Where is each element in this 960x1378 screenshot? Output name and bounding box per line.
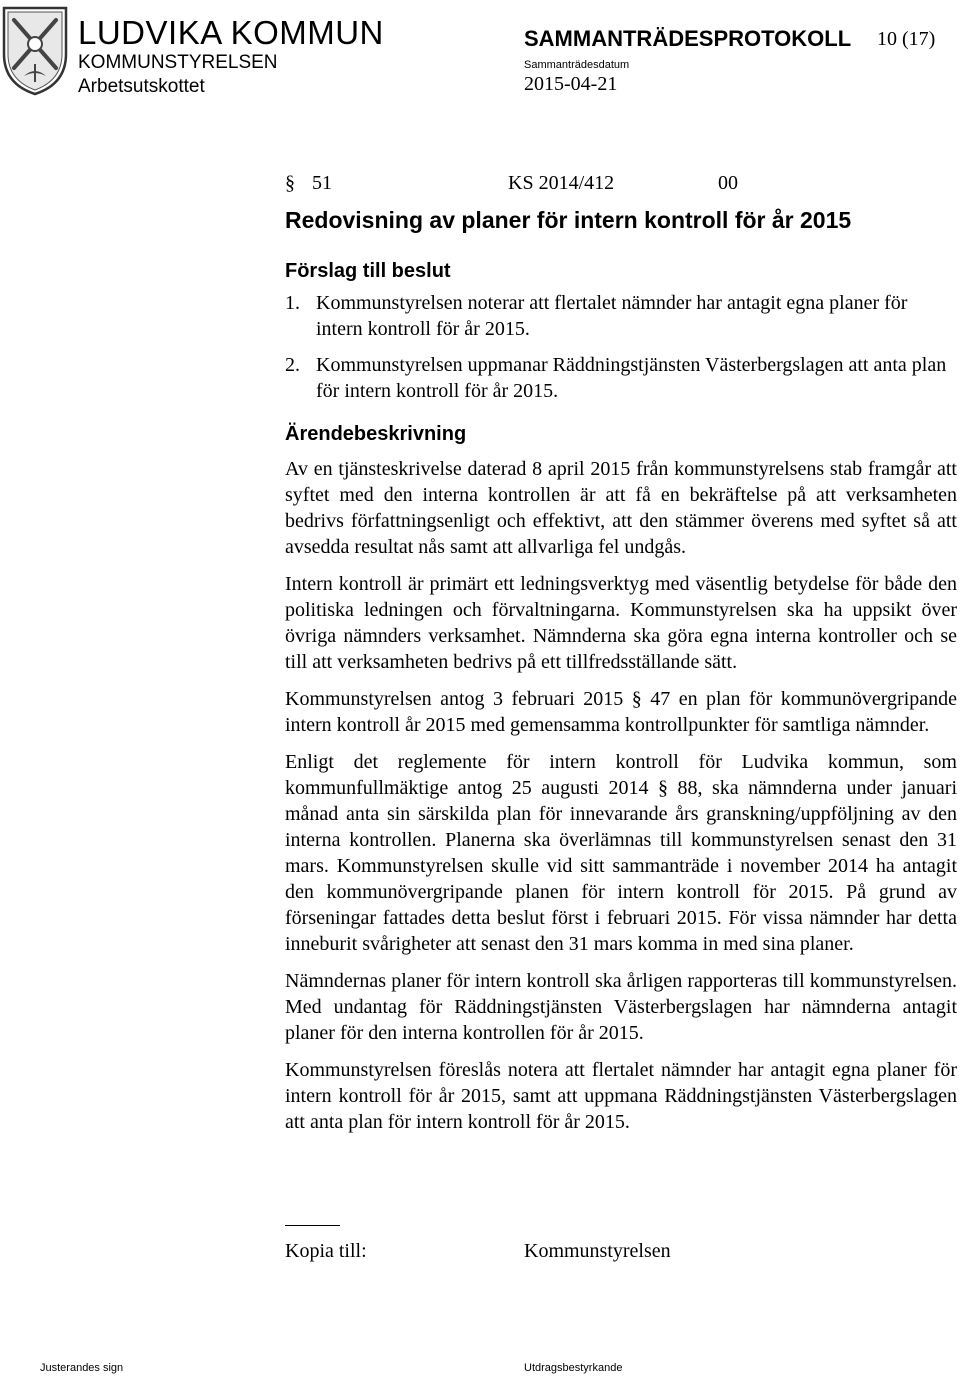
case-number: KS 2014/412 <box>508 172 615 194</box>
proposal-heading: Förslag till beslut <box>285 260 451 282</box>
description-paragraph: Kommunstyrelsen föreslås notera att flertalet nämnder har antagit egna planer för intern kontroll för år 2015, samt att uppmana Räddningstjänsten Västerbergslagen att anta plan för intern kontroll för år 2015. <box>285 1059 957 1133</box>
proposal-item-number: 2. <box>285 354 300 376</box>
paragraph-number: 51 <box>312 172 332 194</box>
copy-to-label: Kopia till: <box>285 1240 367 1262</box>
copy-to-recipient: Kommunstyrelsen <box>524 1240 671 1262</box>
item-heading: Redovisning av planer för intern kontroll för år 2015 <box>285 207 852 233</box>
description-paragraph: Nämndernas planer för intern kontroll ska årligen rapporteras till kommunstyrelsen. Med undantag för Räddningstjänsten Västerbergslagen har nämnderna antagit planer för den interna kontrollen för år 2015. <box>285 970 957 1044</box>
footer-certification-label: Utdragsbestyrkande <box>524 1362 623 1374</box>
footer-signature-label: Justerandes sign <box>40 1362 124 1374</box>
document-title: SAMMANTRÄDESPROTOKOLL <box>524 26 852 51</box>
case-suffix: 00 <box>718 172 738 194</box>
proposal-list <box>285 290 955 414</box>
proposal-item <box>285 352 955 404</box>
proposal-item-text: Kommunstyrelsen uppmanar Räddningstjänsten Västerbergslagen att anta plan för intern kontroll för år 2015. <box>316 354 947 402</box>
description-paragraph: Kommunstyrelsen antog 3 februari 2015 § 47 en plan för kommunövergripande intern kontroll år 2015 med gemensamma kontrollpunkter för samtliga nämnder. <box>285 688 957 736</box>
committee-name: Arbetsutskottet <box>78 76 205 97</box>
proposal-item <box>285 290 955 342</box>
description-paragraph: Enligt det reglemente för intern kontroll för Ludvika kommun, som kommunfullmäktige antog 25 augusti 2014 § 88, ska nämnderna under januari månad anta sin särskilda plan för innevarande års granskning/uppföljning av den interna kontrollen. Planerna ska överlämnas till kommunstyrelsen senast den 31 mars. Kommunstyrelsen skulle vid sitt sammanträde i november 2014 ha antagit den kommunövergripande planen för intern kontroll för 2015. På grund av förseningar fattades detta beslut först i februari 2015. För vissa nämnder har detta inneburit svårigheter att senast den 31 mars komma in med sina planer. <box>285 751 957 955</box>
meeting-date-label: Sammanträdesdatum <box>524 59 630 71</box>
paragraph-mark: § <box>285 172 295 194</box>
description-paragraph: Intern kontroll är primärt ett ledningsverktyg med väsentlig betydelse för både den politiska ledningen och förvaltningarna. Kommunstyrelsen ska ha uppsikt över övriga nämnders verksamhet. Nämnderna ska göra egna interna kontroller och se till att verksamheten bedrivs på ett tillfredsställande sätt. <box>285 573 957 673</box>
description-body <box>285 456 957 1146</box>
page-number: 10 (17) <box>877 28 936 50</box>
description-heading: Ärendebeskrivning <box>285 423 467 445</box>
organization-unit: KOMMUNSTYRELSEN <box>78 52 278 73</box>
proposal-item-text: Kommunstyrelsen noterar att flertalet nämnder har antagit egna planer för intern kontroll för år 2015. <box>316 292 908 340</box>
organization-name: LUDVIKA KOMMUN <box>78 14 384 51</box>
municipal-coat-of-arms-logo <box>0 4 70 96</box>
description-paragraph: Av en tjänsteskrivelse daterad 8 april 2015 från kommunstyrelsens stab framgår att syftet med den interna kontrollen är att få en bekräftelse på att verksamheten bedrivs författningsenligt och effektivt, att den stämmer överens med syftet så att avsedda resultat nås samt att allvarliga fel undgås. <box>285 458 957 558</box>
case-reference-line <box>285 172 738 195</box>
meeting-date: 2015-04-21 <box>524 73 618 95</box>
separator-line <box>285 1225 340 1226</box>
proposal-item-number: 1. <box>285 292 300 314</box>
